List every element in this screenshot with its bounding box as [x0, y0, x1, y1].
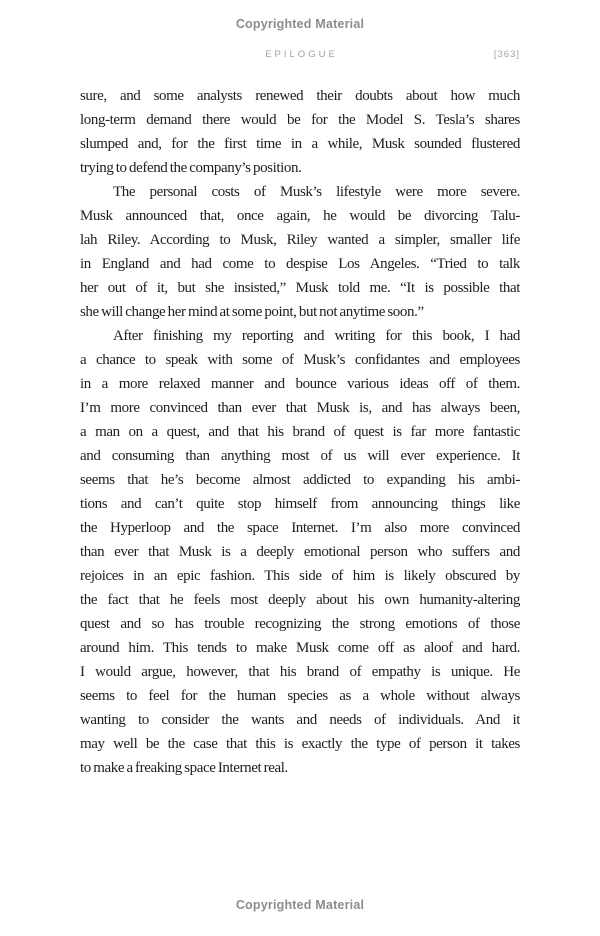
body-line: the Hyperloop and the space Internet. I’m also more convinced: [80, 520, 520, 536]
body-line: in England and had come to despise Los Angeles. “Tried to talk: [80, 256, 520, 272]
running-header: [80, 49, 520, 63]
body-line: After finishing my reporting and writing for this book, I had: [113, 328, 520, 344]
page-number: [363]: [493, 49, 520, 60]
body-line: sure, and some analysts renewed their doubts about how much: [80, 88, 520, 104]
copyright-notice-bottom: Copyrighted Material: [235, 898, 365, 912]
body-line: a chance to speak with some of Musk’s confidantes and employees: [80, 352, 520, 368]
body-line: rejoices in an epic fashion. This side of him is likely obscured by: [80, 568, 520, 584]
body-line: trying to defend the company’s position.: [80, 160, 302, 176]
body-line: she will change her mind at some point, but not anytime soon.”: [80, 304, 424, 320]
body-line: slumped and, for the first time in a while, Musk sounded flustered: [80, 136, 520, 152]
body-line: may well be the case that this is exactly the type of person it takes: [80, 736, 520, 752]
body-line: her out of it, but she insisted,” Musk told me. “It is possible that: [80, 280, 520, 296]
body-line: long-term demand there would be for the Model S. Tesla’s shares: [80, 112, 520, 128]
body-line: to make a freaking space Internet real.: [80, 760, 288, 776]
body-line: and consuming than anything most of us will ever experience. It: [80, 448, 520, 464]
copyright-notice-top: Copyrighted Material: [235, 17, 365, 31]
body-line: a man on a quest, and that his brand of quest is far more fantastic: [80, 424, 520, 440]
body-line: than ever that Musk is a deeply emotional person who suffers and: [80, 544, 520, 560]
body-line: in a more relaxed manner and bounce various ideas off of them.: [80, 376, 520, 392]
body-line: seems to feel for the human species as a whole without always: [80, 688, 520, 704]
body-line: quest and so has trouble recognizing the strong emotions of those: [80, 616, 520, 632]
body-line: Musk announced that, once again, he would be divorcing Talu-: [80, 208, 520, 224]
body-line: the fact that he feels most deeply about his own humanity-altering: [80, 592, 520, 608]
body-line: lah Riley. According to Musk, Riley wanted a simpler, smaller life: [80, 232, 520, 248]
body-line: seems that he’s become almost addicted to expanding his ambi-: [80, 472, 520, 488]
body-line: wanting to consider the wants and needs of individuals. And it: [80, 712, 520, 728]
body-text: [80, 84, 520, 780]
body-line: around him. This tends to make Musk come off as aloof and hard.: [80, 640, 520, 656]
body-line: tions and can’t quite stop himself from announcing things like: [80, 496, 520, 512]
body-line: I’m more convinced than ever that Musk is, and has always been,: [80, 400, 520, 416]
chapter-running-head: EPILOGUE: [265, 49, 338, 60]
body-line: I would argue, however, that his brand of empathy is unique. He: [80, 664, 520, 680]
body-line: The personal costs of Musk’s lifestyle were more severe.: [113, 184, 520, 200]
